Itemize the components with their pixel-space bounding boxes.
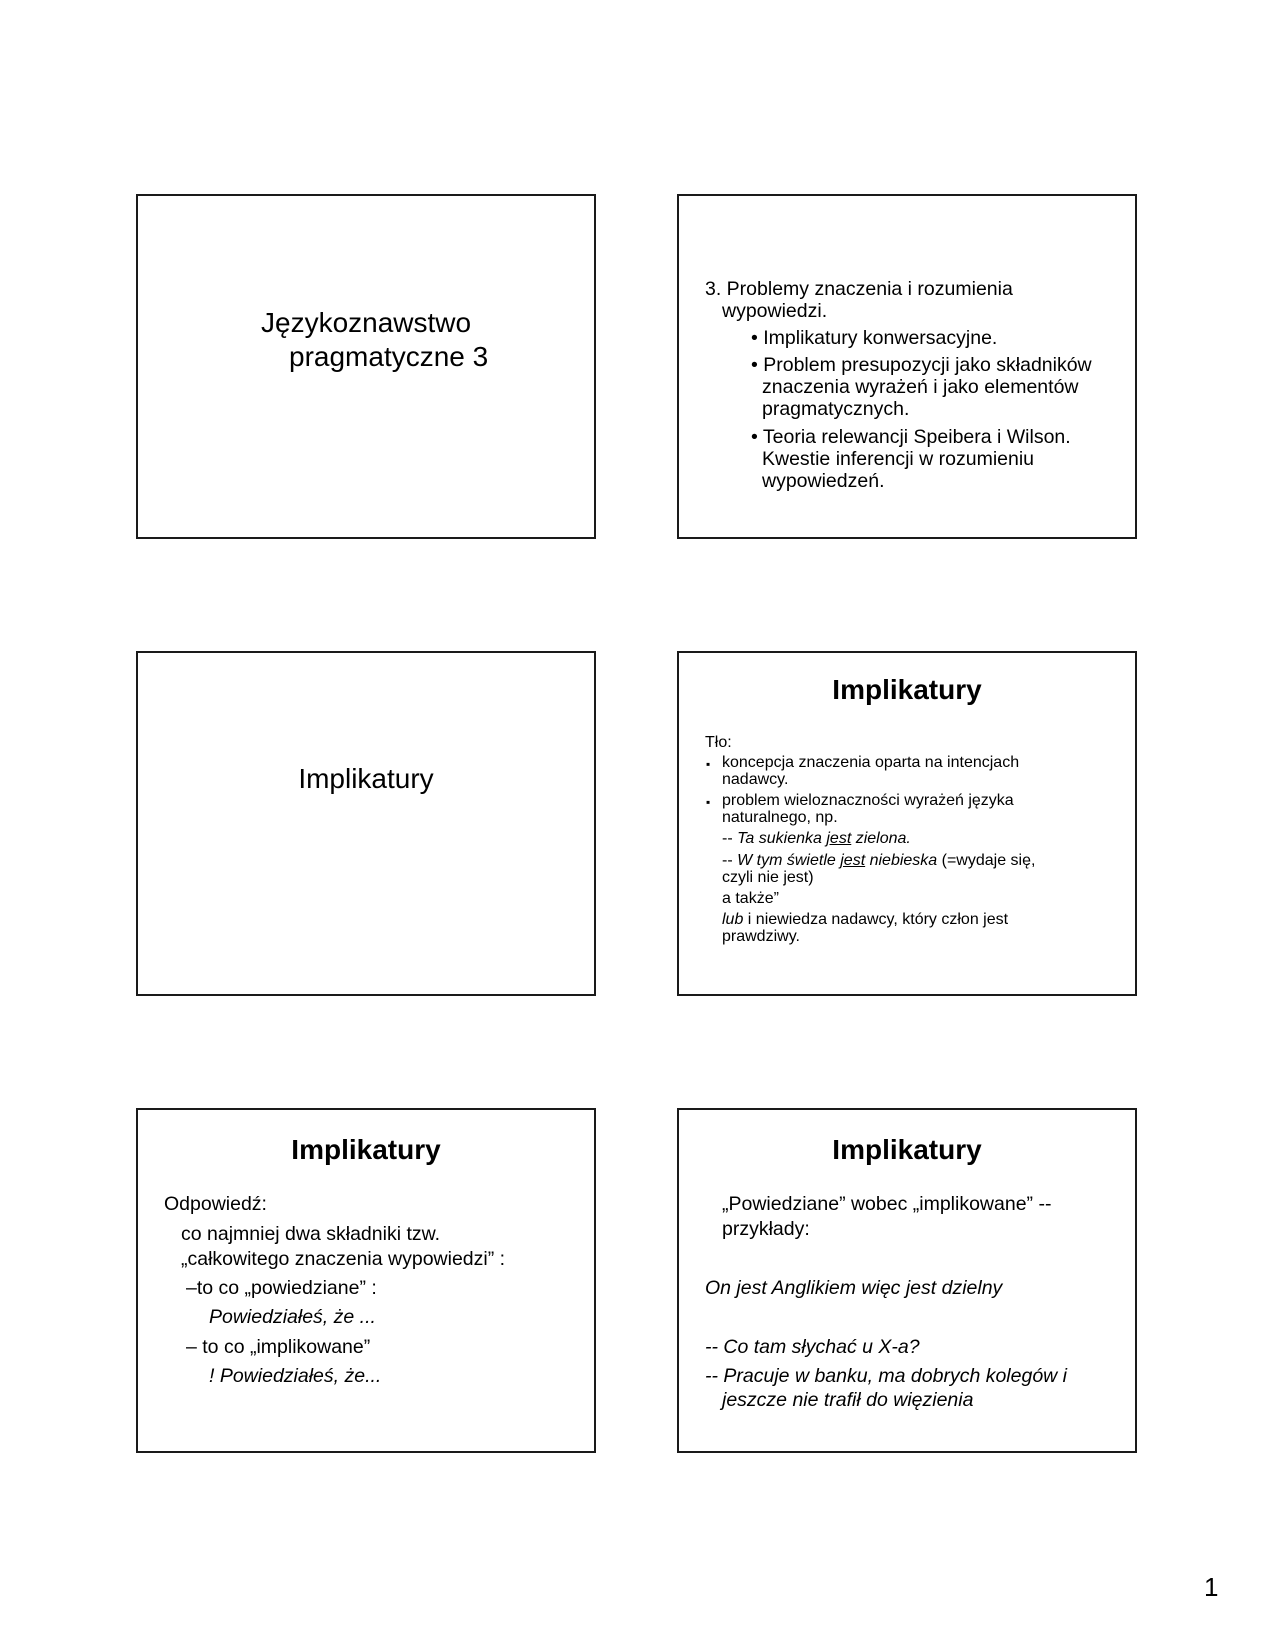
- slide-title-line1: Językoznawstwo: [261, 307, 472, 338]
- dialogue-question: -- Co tam słychać u X-a?: [705, 1336, 920, 1358]
- agenda-item: • Implikatury konwersacyjne.: [751, 327, 998, 349]
- agenda-item: • Teoria relewancji Speibera i Wilson.: [751, 426, 1071, 448]
- slide-heading: Implikatury: [291, 1134, 441, 1165]
- slide-background: [677, 651, 1137, 996]
- answer-item: –to co „powiedziane” :: [186, 1277, 377, 1299]
- agenda-item-cont: Kwestie inferencji w rozumieniu: [762, 448, 1035, 470]
- answer-label: Odpowiedź:: [164, 1193, 267, 1215]
- bullet-icon: ▪: [706, 757, 711, 771]
- intro-line: „Powiedziane” wobec „implikowane” --: [722, 1193, 1052, 1215]
- answer-example: ! Powiedziałeś, że...: [209, 1365, 382, 1387]
- answer-line: „całkowitego znaczenia wypowiedzi” :: [181, 1248, 506, 1270]
- also-text: a także”: [722, 890, 779, 907]
- example-1: -- Ta sukienka jest zielona.: [722, 830, 911, 847]
- slide-title-line2: pragmatyczne 3: [289, 341, 489, 372]
- bullet-text-cont: nadawcy.: [722, 771, 789, 788]
- example-2-cont: czyli nie jest): [722, 869, 814, 886]
- slide-section-title: [136, 651, 596, 996]
- slide-heading: Implikatury: [832, 674, 982, 705]
- dialogue-answer: -- Pracuje w banku, ma dobrych kolegów i: [705, 1365, 1067, 1387]
- intro-line: przykłady:: [722, 1218, 810, 1240]
- agenda-item-cont: wypowiedzeń.: [762, 470, 885, 492]
- lub-text-cont: prawdziwy.: [722, 928, 800, 945]
- lub-text: lub i niewiedza nadawcy, który człon jest: [722, 911, 1009, 928]
- page-number: 1: [1204, 1572, 1219, 1602]
- agenda-item: • Problem presupozycji jako składników: [751, 354, 1092, 376]
- dialogue-answer-cont: jeszcze nie trafił do więzienia: [722, 1389, 974, 1411]
- agenda-heading-line1: 3. Problemy znaczenia i rozumienia: [705, 278, 1013, 300]
- slide-heading: Implikatury: [832, 1134, 982, 1165]
- slide-answer: [136, 1108, 596, 1453]
- answer-line: co najmniej dwa składniki tzw.: [181, 1223, 441, 1245]
- background-label: Tło:: [705, 734, 732, 751]
- bullet-text: koncepcja znaczenia oparta na intencjach: [722, 754, 1020, 771]
- agenda-item-cont: pragmatycznych.: [762, 398, 910, 420]
- agenda-heading-line2: wypowiedzi.: [722, 300, 828, 322]
- slide-title: [136, 194, 596, 539]
- slide-examples: [677, 1108, 1137, 1453]
- bullet-text: problem wieloznaczności wyrażeń języka: [722, 792, 1014, 809]
- slide-agenda: [677, 194, 1137, 539]
- answer-item: – to co „implikowane”: [186, 1336, 371, 1358]
- bullet-text-cont: naturalnego, np.: [722, 809, 838, 826]
- bullet-icon: ▪: [706, 795, 711, 809]
- example-sentence: On jest Anglikiem więc jest dzielny: [705, 1277, 1003, 1299]
- example-2: -- W tym świetle jest niebieska (=wydaje się,: [722, 852, 1036, 869]
- section-title: Implikatury: [298, 763, 434, 794]
- agenda-item-cont: znaczenia wyrażeń i jako elementów: [762, 376, 1079, 398]
- answer-example: Powiedziałeś, że ...: [209, 1306, 376, 1328]
